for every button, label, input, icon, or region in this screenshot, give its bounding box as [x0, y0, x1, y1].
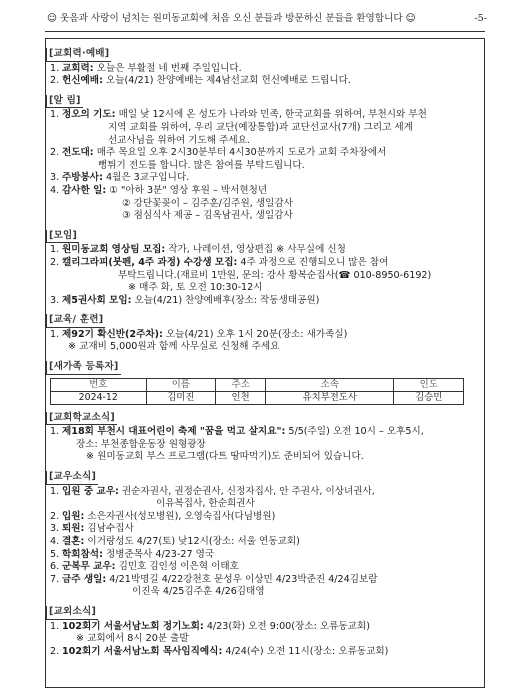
- section-title: [교외소식]: [46, 606, 98, 620]
- list-item: 1. 제92기 확신반(2주차): 오늘(4/21) 오후 1시 20분(장소: 새가족실) ※ 교재비 5,000원과 함께 사무실로 신청해 주세요: [50, 328, 348, 353]
- list-item: 2. 캘리그라피(붓펜, 4주 과정) 수강생 모집: 4주 과정으로 진행되오니 많은 참여 부탁드립니다.(재료비 1만원, 문의: 강사 황복순집사(☎ 010-8950-6192) ※ 매주 화, 토 오전 10:30-12시: [50, 256, 432, 294]
- page-header: [47, 13, 489, 27]
- list-item: 1. 제18회 부천시 대표어린이 축제 "꿈을 먹고 살지요": 5/5(주일) 오전 10시 – 오후5시, 장소: 부천종합운동장 원형광장 ※ 원미동교회 부스 프로그램(다트 땅따먹기)도 준비되어 있습니다.: [50, 426, 424, 463]
- list-item: 1. 입원 중 교우: 권순자권사, 권정순권사, 신정자집사, 안 주권사, 이상녀권사, 이유복집사, 한순희권사: [50, 485, 375, 510]
- section-worship: [50, 48, 480, 88]
- list-item: 2. 102회기 서울서남노회 목사임직예식: 4/24(수) 오전 11시(장소: 오류동교회): [50, 645, 389, 657]
- list-item: 1. 정오의 기도: 매일 낮 12시에 온 성도가 나라와 민족, 한국교회를 위하여, 부천시와 부천 지역 교회를 위하여, 우리 교단(예장통합)과 교단선교사(7개) 그리고 세계 선교사님을 위하여 기도해 주세요.: [50, 109, 427, 146]
- section-title: [모임]: [46, 230, 79, 244]
- table-row: 2024-12 김미진 인천 유치부전도사 김승민: [51, 391, 464, 404]
- list-item: 1. 원미동교회 영상팀 모집: 작가, 나레이션, 영상편집 ※ 사무실에 신청: [50, 244, 346, 256]
- header-rule: [45, 31, 485, 32]
- section-title: [알 림]: [46, 95, 83, 109]
- bulletin-content: [50, 48, 480, 665]
- section-school: [50, 412, 480, 464]
- list-item: 2. 헌신예배: 오늘(4/21) 찬양예배는 제4남선교회 헌신예배로 드립니다.: [50, 75, 351, 87]
- section-new-family: [50, 361, 480, 405]
- list-item: 4. 결혼: 이거랑성도 4/27(토) 낮12시(장소: 서울 연동교회): [50, 536, 300, 547]
- section-training: [50, 314, 480, 354]
- page-number: -5-: [474, 13, 487, 24]
- list-item: 7. 금주 생일: 4/21박명길 4/22강천호 문성우 이상민 4/23박준진 4/24김보람 이진욱 4/25김주훈 4/26김태영: [50, 573, 378, 598]
- table-header-row: 번호 이름 주소 소속 인도: [51, 378, 464, 391]
- list-item: 3. 퇴원: 김남수집사: [50, 523, 134, 535]
- section-title: [교회학교소식]: [46, 412, 117, 426]
- list-item: 1. 102회기 서울서남노회 정기노회: 4/23(화) 오전 9:00(장소: 오류동교회) ※ 교회에서 8시 20분 출발: [50, 620, 370, 645]
- section-notice: [50, 95, 480, 223]
- section-title: [새가족 등록자]: [46, 361, 121, 375]
- section-title: [교육/ 훈련]: [46, 314, 105, 328]
- list-item: 2. 입원: 소은자권사(성모병원), 오영숙집사(다님병원): [50, 510, 276, 522]
- welcome-text: ☺ 웃음과 사랑이 넘치는 원미동교회에 처음 오신 분들과 방문하신 분들을 환영합니다 ☺: [47, 13, 416, 24]
- section-title: [교회력·예배]: [46, 48, 111, 62]
- list-item: 5. 학회참석: 정병준목사 4/23-27 영국: [50, 548, 215, 560]
- new-family-table: [50, 378, 464, 405]
- section-external: [50, 606, 480, 658]
- list-item: 3. 제5권사회 모임: 오늘(4/21) 찬양예배후(장소: 작동생태공원): [50, 294, 320, 306]
- list-item: 4. 감사한 일: ① "아하 3분" 영상 후원 – 박서현청년 ② 강단꽃꽂이 – 김주훈/김주원, 생일감사 ③ 점심식사 제공 – 김옥남권사, 생일감사: [50, 184, 293, 222]
- section-title: [교우소식]: [46, 471, 98, 485]
- list-item: 1. 교회력: 오늘은 부활절 네 번째 주일입니다.: [50, 62, 242, 74]
- list-item: 2. 전도대: 매주 목요일 오후 2시30분부터 4시30분까지 도로가 교회 주차장에서 뻥튀기 전도를 합니다. 많은 참여를 부탁드립니다.: [50, 147, 387, 171]
- list-item: 6. 군복무 교우: 김민호 김인성 이은혁 이태호: [50, 561, 239, 573]
- section-meeting: [50, 230, 480, 308]
- list-item: 3. 주방봉사: 4월은 3교구입니다.: [50, 172, 190, 184]
- section-members: [50, 471, 480, 599]
